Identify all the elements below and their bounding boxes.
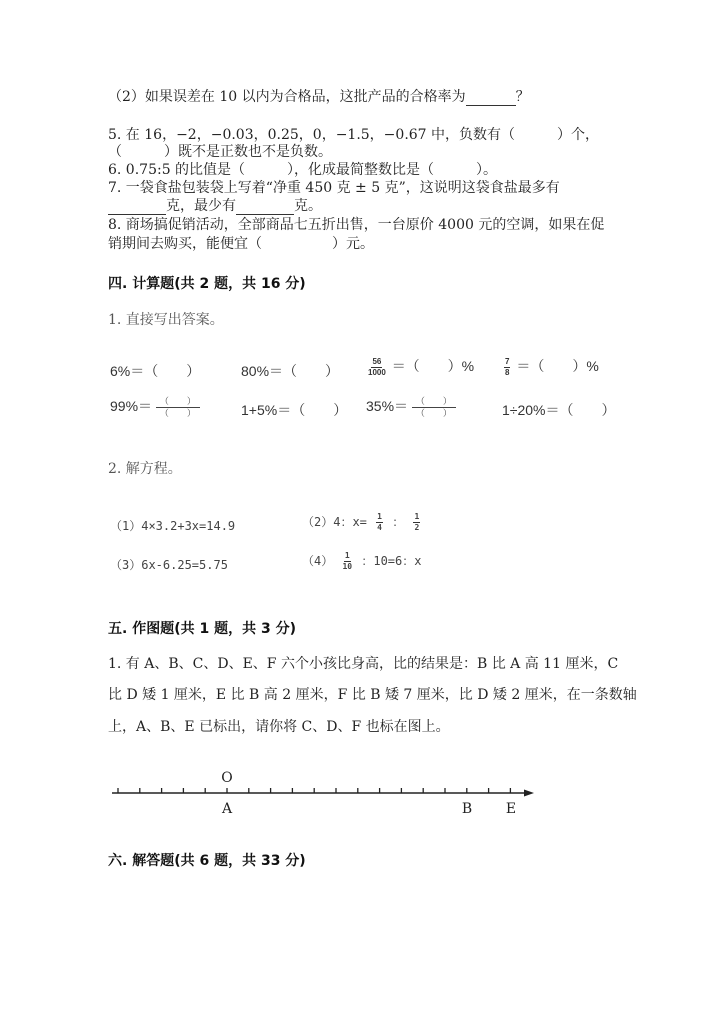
numerator-blank: （ ） <box>156 396 200 408</box>
denominator: 1000 <box>368 367 386 377</box>
section-4-title: 四. 计算题(共 2 题，共 16 分) <box>108 276 306 292</box>
denominator: 2 <box>414 523 420 532</box>
expression-prefix: 99%＝ <box>110 398 153 415</box>
fraction <box>376 512 383 533</box>
calc-item-7 <box>366 396 456 419</box>
origin-label: O <box>221 770 233 786</box>
expression-rest: ＝（ ）% <box>516 358 599 374</box>
question-8-line-1: 8. 商场搞促销活动，全部商品七五折出售，一台原价 4000 元的空调，如果在促 <box>108 217 605 233</box>
equation-prefix: （2）4：x= <box>302 515 367 529</box>
fraction-blank[interactable] <box>412 396 456 419</box>
numerator: 1 <box>377 512 382 521</box>
question-6: 6. 0.75:5 的比值是（ ），化成最简整数比是（ ）。 <box>108 162 498 178</box>
equation-4 <box>302 551 421 572</box>
section-5-q1-line-1: 1. 有 A、B、C、D、E、F 六个小孩比身高，比的结果是：B 比 A 高 11 厘米，C <box>108 656 619 672</box>
calc-item-1: 6%＝（ ） <box>110 363 201 379</box>
calc-item-6: 1+5%＝（ ） <box>241 402 348 418</box>
numerator: 1 <box>414 512 420 521</box>
section-6-title: 六. 解答题(共 6 题，共 33 分) <box>108 853 306 869</box>
question-8-line-2: 销期间去购买，能便宜（ ）元。 <box>108 236 374 252</box>
point-label-a: A <box>221 801 233 817</box>
min-weight-blank[interactable] <box>236 200 294 215</box>
section-5-q1-line-2: 比 D 矮 1 厘米，E 比 B 高 2 厘米，F 比 B 矮 7 厘米，比 D 矮 2 厘米，在一条数轴 <box>108 687 637 703</box>
section-4-q2-title: 2. 解方程。 <box>108 461 182 477</box>
question-text: 克，最少有 <box>166 198 236 214</box>
question-text: 克。 <box>294 198 322 214</box>
equation-prefix: （4） <box>302 554 334 568</box>
number-line[interactable] <box>100 762 550 822</box>
expression-rest: ＝（ ）% <box>391 358 475 374</box>
equation-2 <box>302 512 422 533</box>
denominator: 8 <box>505 367 510 377</box>
calc-item-8: 1÷20%＝（ ） <box>502 402 616 418</box>
denominator-blank: （ ） <box>415 408 452 418</box>
section-4-q1-title: 1. 直接写出答案。 <box>108 312 224 328</box>
max-weight-blank[interactable] <box>108 200 166 215</box>
expression-prefix: 35%＝ <box>366 398 409 415</box>
question-7-line-1: 7. 一袋食盐包装袋上写着“净重 450 克 ± 5 克”，这说明这袋食盐最多有 <box>108 180 560 196</box>
ratio-colon: ： <box>392 515 405 529</box>
calc-item-2: 80%＝（ ） <box>241 363 340 379</box>
calc-item-3 <box>366 356 474 378</box>
section-5-q1-line-3: 上，A、B、E 已标出，请你将 C、D、F 也标在图上。 <box>108 719 450 735</box>
question-mark: ？ <box>515 89 530 105</box>
denominator: 4 <box>377 523 382 532</box>
question-5-line-1: 5. 在 16，−2，−0.03，0.25，0，−1.5，−0.67 中，负数有（ ）个， <box>108 127 600 143</box>
question-4-part-2 <box>108 88 530 106</box>
fraction <box>504 357 510 378</box>
question-5-line-2: （ ）既不是正数也不是负数。 <box>108 144 332 160</box>
equation-1: （1）4×3.2+3x=14.9 <box>110 519 236 533</box>
arrow-icon <box>524 790 534 797</box>
numerator: 7 <box>505 356 510 366</box>
equation-rest: ：10=6：x <box>361 554 422 568</box>
denominator: 10 <box>342 562 353 571</box>
calc-item-4 <box>502 356 599 378</box>
fraction <box>342 551 352 572</box>
numerator: 56 <box>372 356 382 366</box>
fraction-blank[interactable] <box>156 396 200 419</box>
answer-blank[interactable] <box>466 91 516 106</box>
section-5-title: 五. 作图题(共 1 题，共 3 分) <box>108 621 296 637</box>
question-text: （2）如果误差在 10 以内为合格品，这批产品的合格率为 <box>108 89 466 105</box>
denominator-blank: （ ） <box>159 408 196 418</box>
question-7-line-2 <box>108 197 322 215</box>
fraction <box>368 357 386 378</box>
point-label-b: B <box>461 801 473 817</box>
equation-3: （3）6x-6.25=5.75 <box>110 558 228 572</box>
point-label-e: E <box>505 801 517 817</box>
numerator: 1 <box>344 551 350 560</box>
numerator-blank: （ ） <box>412 396 456 408</box>
calc-item-5 <box>110 396 200 419</box>
fraction <box>413 512 420 533</box>
